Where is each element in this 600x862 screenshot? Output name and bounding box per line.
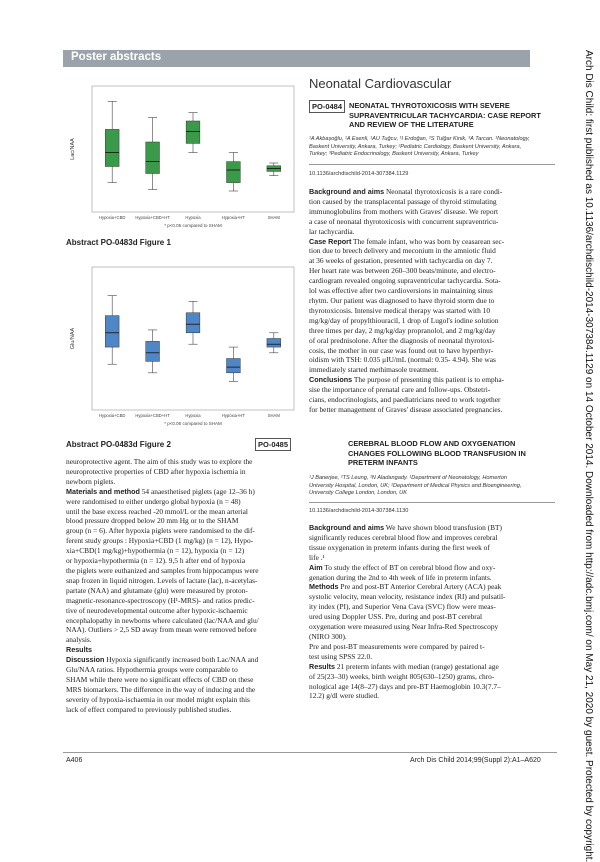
text-line: lar tachycardia. [309,226,355,236]
text-line: Her heart rate was between 260–300 beats/minute, and electro- [309,266,496,276]
box [227,359,241,373]
figure-2-boxplot [66,255,302,435]
x-tick-label: SHAM [267,413,280,418]
text-line: three times per day, 2 mg/kg/day propranolol, and 2 mg/kg/day [309,325,496,335]
text-line: ferent study groups : Hypoxia+CBD (1 mg/kg) (n = 12), Hypo- [66,536,254,546]
text-line: (NIRO 300). [309,631,347,641]
abstract-2-title [348,439,558,468]
side-copyright-note [582,50,594,862]
text-line: until the base excess reached -20 mmol/L or the mean arterial [66,506,248,516]
abstract-1-body [309,187,557,415]
text-line: Background and aims Neonatal thyrotoxicosis is a rare condi- [309,187,503,196]
text-line: significantly reduces cerebral blood flow and improves cerebral [309,532,498,542]
text-line: cardiogram revealed ongoing supraventricular tachycardia. Sota- [309,276,501,286]
text-line: mg/kg/day of propylthiouracil, 1 drop of Lugol's iodine solution [309,315,499,325]
text-line: NAA). Outliers > 2,5 SD away from mean were removed before [66,625,257,635]
text-line: tion caused by the transplacental passage of thyroid stimulating [309,196,497,206]
text-line: of oral prednisolone. After the diagnosis of neonatal thyrotoxi- [309,335,495,345]
text-line: analysis. [66,635,92,645]
text-line: Pre and post-BT measurements were compared by paired t- [309,641,485,651]
abstract-2-id: PO-0485 [255,438,291,451]
x-tick-label: Hypoxia+CBD+HT [135,215,170,220]
text-line: lack of effect compared to previously published studies. [66,704,232,714]
text-line: oxygenation were measured using Near Infra-Red Spectroscopy [309,622,499,632]
box [146,142,160,174]
text-line: tion due to breech delivery and meconium in the amniotic fluid [309,246,496,256]
box [105,316,119,347]
text-line: Methods Pre and post-BT Anterior Cerebral Artery (ACA) peak [309,582,502,592]
page-number: A406 [66,757,83,764]
side-note-text: Arch Dis Child: first published as 10.1136/archdischild-2014-307384.1129 on 14 October 2014. Downloaded from http://adc.bmj.com/ on May 21, 2020 by guest. Protected by copyright. [583,50,594,862]
text-line: encephalopathy in newborns where calculated (lac/NAA and glu/ [66,615,259,625]
text-line: Turkey; ³Pediatric Endocrinology, Baskent University, Ankara, Turkey [309,151,479,158]
text-line: life .¹ [309,552,325,562]
y-axis-label: Glu/NAA [70,327,76,350]
box [105,129,119,166]
abstract-1-doi: 10.1136/archdischild-2014-307384.1129 [309,171,409,177]
text-line: tissue oxygenation in preterm infants during the first week of [309,542,490,552]
x-tick-label: Hypoxia+CBD [98,413,126,418]
text-line: a case of neonatal thyrotoxicosis with concurrent supraventricu- [309,216,499,226]
text-line: immunoglobulins from mothers with Graves' disease. We report [309,206,499,216]
x-tick-label: Hypoxia+HT [221,215,245,220]
text-line: CHANGES FOLLOWING BLOOD TRANSFUSION IN [348,448,526,458]
figure-1-caption: Abstract PO-0483d Figure 1 [66,238,171,247]
text-line: magnetic-resonance-spectroscopy (H¹-MRS)- and ratios predic- [66,595,255,605]
text-line: Results [66,645,92,655]
text-line: Glu/NAA ratios. Hypothermia groups were comparable to [66,665,238,675]
text-line: thyrotoxicosis. Intensive medical therapy was started with 10 [309,305,491,315]
text-line: ured using Doppler USS. Pre, during and post-BT cerebral [309,612,483,622]
text-line: ¹J Banerjee, ²TS Leung, ¹N Aladangady. ¹Department of Neonatology, Homerton [309,475,507,481]
text-line: tive of neurodevelopmental outcome after hypoxic-ischaemic [66,605,248,615]
text-line: lol was effective after two cardioversions in maintaining sinus [309,286,493,296]
text-line: cosis, the mother in our case was found out to have hyperthyr- [309,345,494,355]
section-title: Neonatal Cardiovascular [309,76,452,91]
text-line: 12.2) g/dl were studied. [309,691,379,701]
text-line: snap frozen in liquid nitrogen. Levels of lactate (lac), n-acetylas- [66,575,258,585]
x-axis-note: * p<0.05 compared to SHAM [164,223,222,228]
text-line: SHAM while there were no significant effects of CBD on these [66,674,254,684]
text-line: sise the importance of prenatal care and follow-ups. Obstetri- [309,385,491,395]
text-line: Materials and method 54 anaesthetised piglets (age 12–36 h) [66,486,255,496]
text-line: PRETERM INFANTS [348,458,418,467]
journal-citation: Arch Dis Child 2014;99(Suppl 2):A1–A620 [410,757,541,764]
text-line: oidism with TSH: 0.035 μIU/mL (normal: 0.35- 4.94). She was [309,355,496,365]
text-line: Results 21 preterm infants with median (range) gestational age [309,661,499,671]
figure-2-caption: Abstract PO-0483d Figure 2 [66,440,171,449]
abstract-2-authors [309,475,555,498]
text-line: ity index (PI), and Superior Vena Cava (SVC) flow were meas- [309,602,496,612]
abstract-1-title [349,101,549,130]
box [146,341,160,361]
banner-title: Poster abstracts [71,51,162,63]
text-line: nological age 14(8–27) days and pre-BT Haemoglobin 10.3(7.7– [309,681,501,691]
divider [309,502,555,503]
text-line: University Hospital, London, UK; ²Department of Medical Physics and Bioengineering, [309,482,522,489]
box [227,162,241,183]
text-line: Discussion Hypoxia significantly increased both Lac/NAA and [66,655,259,665]
abstract-2-doi: 10.1136/archdischild-2014-307384.1130 [309,508,409,514]
abstract-1-authors [309,136,555,159]
text-line: neuroprotective agent. The aim of this study was to explore the [66,457,253,466]
text-line: CEREBRAL BLOOD FLOW AND OXYGENATION [348,439,516,448]
text-line: immediately started methimasole treatment. [309,365,439,375]
x-tick-label: Hypoxia [185,215,201,220]
x-tick-label: Hypoxia [185,413,201,418]
text-line: of 25(23–30) weeks, birth weight 805(630–1250) grams, chro- [309,671,495,681]
divider [309,164,555,165]
text-line: blood pressure dropped below 20 mm Hg or to the SHAM [66,516,239,526]
text-line: Case Report The female infant, who was born by ceasarean sec- [309,236,505,246]
text-line: Conclusions The purpose of presenting this patient is to empha- [309,375,505,385]
x-tick-label: Hypoxia+HT [221,413,245,418]
text-line: Baskent University, Ankara, Turkey; ²Pediatric Cardiology, Baskent University, Ankara, [309,143,522,150]
x-tick-label: Hypoxia+CBD [98,215,126,220]
section-banner [63,50,530,67]
text-line: test using SPSS 22.0. [309,651,373,661]
text-line: were randomised to either undergo global hypoxia (n = 48) [66,496,241,506]
text-line: NEONATAL THYROTOXICOSIS WITH SEVERE [349,101,510,110]
x-axis-note: * p<0.05 compared to SHAM [164,421,222,426]
y-axis-label: Lac/NAA [70,138,76,160]
text-line: the piglets were euthanized and samples from hippocampus were [66,565,259,575]
text-line: ¹A Akbaşoğlu, ¹A Esenli, ¹AU Tuğcu, ¹İ Erdoğan, ²S Tulğar Kinik, ³A Tarcan. ¹Neonatology, [309,136,530,142]
abstract-2-body [309,523,557,701]
text-line: Aim To study the effect of BT on cerebral blood flow and oxy- [309,562,496,572]
text-line: severity of hypoxia-ischaemia in our model might explain this [66,694,250,704]
footer-rule [63,752,557,753]
text-line: cians, endocrinologists, and paediatricians need to work together [309,395,501,405]
x-tick-label: Hypoxia+CBD+HT [135,413,170,418]
figure-1-boxplot [66,82,302,232]
x-tick-label: SHAM [267,215,280,220]
text-line: AND REVIEW OF THE LITERATURE [349,120,474,129]
text-line: for better management of Graves' disease associated pregnancies. [309,404,503,414]
text-line: partate (NAA) and glutamate (glu) were measured by proton- [66,585,248,595]
text-line: group (n = 6). After hypoxia piglets were randomised to the dif- [66,526,255,536]
text-line: Background and aims We have shown blood transfusion (BT) [309,523,503,532]
text-line: newborn piglets. [66,476,116,486]
text-line: MRS biomarkers. The difference in the way of inducing and the [66,684,256,694]
text-line: systolic velocity, mean velocity, resistance index (RI) and pulsatil- [309,592,506,602]
left-column-text [66,457,298,715]
text-line: rhytm. Our patient was diagnosed to have thyroid storm due to [309,295,495,305]
box [186,121,200,143]
abstract-1-id: PO-0484 [309,100,345,113]
text-line: xia+CBD(1 mg/kg)+hypothermia (n = 12), hypoxia (n = 12) [66,546,245,556]
text-line: at 36 weeks of gestation, presented with tachycardia on day 7. [309,256,493,266]
box [267,339,281,348]
text-line: neuroprotective properties of CBD after hypoxia ischemia in [66,466,246,476]
box [186,313,200,333]
text-line: SUPRAVENTRICULAR TACHYCARDIA: CASE REPORT [349,110,541,120]
text-line: University College London, London, UK [309,490,407,497]
text-line: or hypoxia+hypothermia (n = 12). 9,5 h after end of hypoxia [66,556,246,566]
text-line: genation during the 2nd to 4th week of life in preterm infants. [309,572,492,582]
